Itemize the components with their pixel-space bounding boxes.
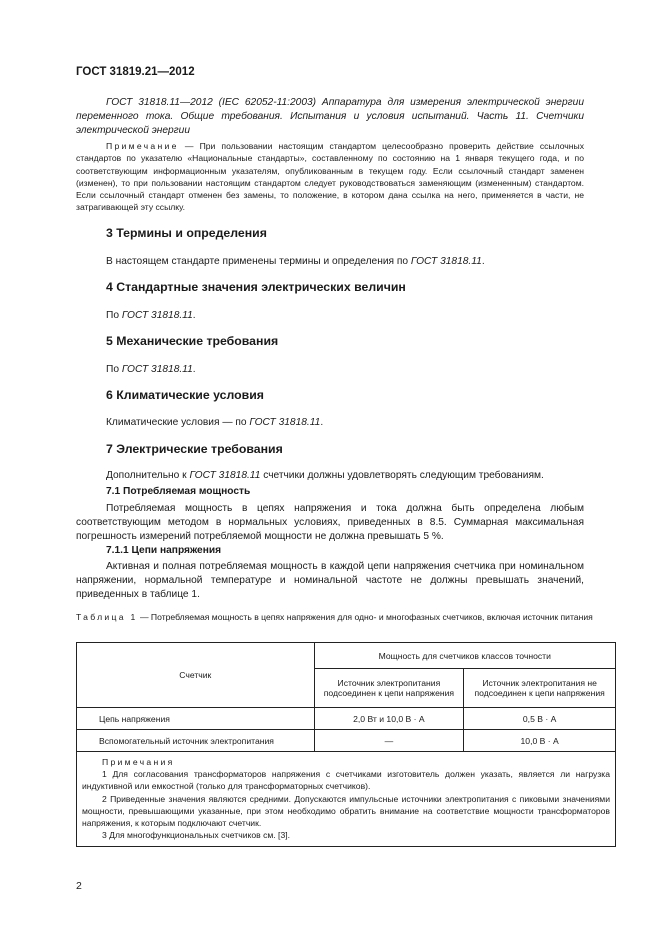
table-row xyxy=(77,708,616,730)
note-3: 3 Для многофункциональных счетчиков см. [3]. xyxy=(102,830,291,841)
header-source-connected: Источник электропитания подсоединен к цепи напряжения xyxy=(314,669,464,708)
note-1: 1 Для согласования трансформаторов напряжения с счетчиками изготовитель должен указать, является ли нагрузка индуктивной или емкостной (только для трансформаторных счетчиков). xyxy=(82,769,610,792)
table-caption-text: — Потребляемая мощность в цепях напряжения для одно- и многофазных счетчиков, включая источник питания xyxy=(137,612,593,622)
gost-reference: ГОСТ 31818.11 xyxy=(121,364,193,375)
subsection-7-1-heading: 7.1 Потребляемая мощность xyxy=(106,486,251,497)
row-value-connected: 2,0 Вт и 10,0 В · А xyxy=(314,708,464,730)
table-1-caption xyxy=(76,611,616,623)
section-7-intro: Дополнительно к ГОСТ 31818.11 счетчики должны удовлетворять следующим требованиям. xyxy=(106,470,544,481)
note-label: Примечание xyxy=(106,141,179,151)
row-value-not-connected: 10,0 В · А xyxy=(464,730,616,752)
gost-reference: ГОСТ 31818.11 xyxy=(121,310,193,321)
subsection-7-1-1-heading: 7.1.1 Цепи напряжения xyxy=(106,545,222,556)
row-name: Цепь напряжения xyxy=(77,708,315,730)
section-4-text: По ГОСТ 31818.11. xyxy=(106,310,196,321)
gost-reference: ГОСТ 31818.11 xyxy=(249,417,321,428)
table-notes xyxy=(77,752,616,847)
row-name: Вспомогательный источник электропитания xyxy=(77,730,315,752)
row-value-connected: — xyxy=(314,730,464,752)
header-meter: Счетчик xyxy=(77,643,315,708)
section-4-heading: 4 Стандартные значения электрических величин xyxy=(106,280,406,294)
page-number: 2 xyxy=(76,880,82,892)
normative-reference-entry: ГОСТ 31818.11—2012 (IEC 62052-11:2003) Аппаратура для измерения электрической энергии переменного тока. Общие требования. Испытания и условия испытаний. Часть 11. Счетчики электрической энергии xyxy=(76,97,584,137)
section-6-text: Климатические условия — по ГОСТ 31818.11. xyxy=(106,417,324,428)
note-2: 2 Приведенные значения являются средними. Допускаются импульсные источники электропитания с пиковыми значениями мощности, превышающими указанные, при этом необходимо обратить внимание на соответствие мощности трансформаторов напряжения, к которым подключают счетчик. xyxy=(82,793,610,829)
section-7-heading: 7 Электрические требования xyxy=(106,442,283,456)
header-power-group: Мощность для счетчиков классов точности xyxy=(314,643,615,669)
power-consumption-table xyxy=(76,642,616,847)
note-text: — При пользовании настоящим стандартом целесообразно проверить действие ссылочных стандартов по указателю «Национальные стандарты», составленному по состоянию на 1 января текущего года, и по соответствующим информационным указателям, опубликованным в текущем году. Если ссылочный стандарт заменен (изменен), то при пользовании настоящим стандартом следует руководствоваться заменяющим (измененным) стандартом. Если ссылочный стандарт отменен без замены, то положение, в котором дана ссылка на него, применяется в части, не затрагивающей эту ссылку. xyxy=(76,141,584,213)
reference-note xyxy=(76,140,584,214)
subsection-7-1-text: Потребляемая мощность в цепях напряжения и тока должна быть определена любым соответствующим методом в нормальных условиях, приведенных в 8.5. Суммарная максимальная погрешность измерений потребляемой мощности не должна превышать 5 %. xyxy=(76,503,584,543)
notes-label: Примечания xyxy=(102,757,175,767)
section-5-heading: 5 Механические требования xyxy=(106,334,279,348)
section-6-heading: 6 Климатические условия xyxy=(106,388,264,402)
section-3-heading: 3 Термины и определения xyxy=(106,226,267,240)
subsection-7-1-1-text: Активная и полная потребляемая мощность в каждой цепи напряжения счетчика при номинальном напряжении, нормальной температуре и номинальной частоте не должны превышать значений, приведенных в таблице 1. xyxy=(76,561,584,601)
document-header: ГОСТ 31819.21—2012 xyxy=(76,66,195,78)
table-row xyxy=(77,730,616,752)
row-value-not-connected: 0,5 В · А xyxy=(464,708,616,730)
section-3-text: В настоящем стандарте применены термины и определения по ГОСТ 31818.11. xyxy=(106,256,485,267)
table-caption-label: Таблица 1 xyxy=(76,612,138,622)
section-5-text: По ГОСТ 31818.11. xyxy=(106,364,196,375)
gost-reference: ГОСТ 31818.11 xyxy=(189,470,261,481)
header-source-not-connected: Источник электропитания не подсоединен к цепи напряжения xyxy=(464,669,616,708)
gost-reference: ГОСТ 31818.11 xyxy=(410,256,482,267)
